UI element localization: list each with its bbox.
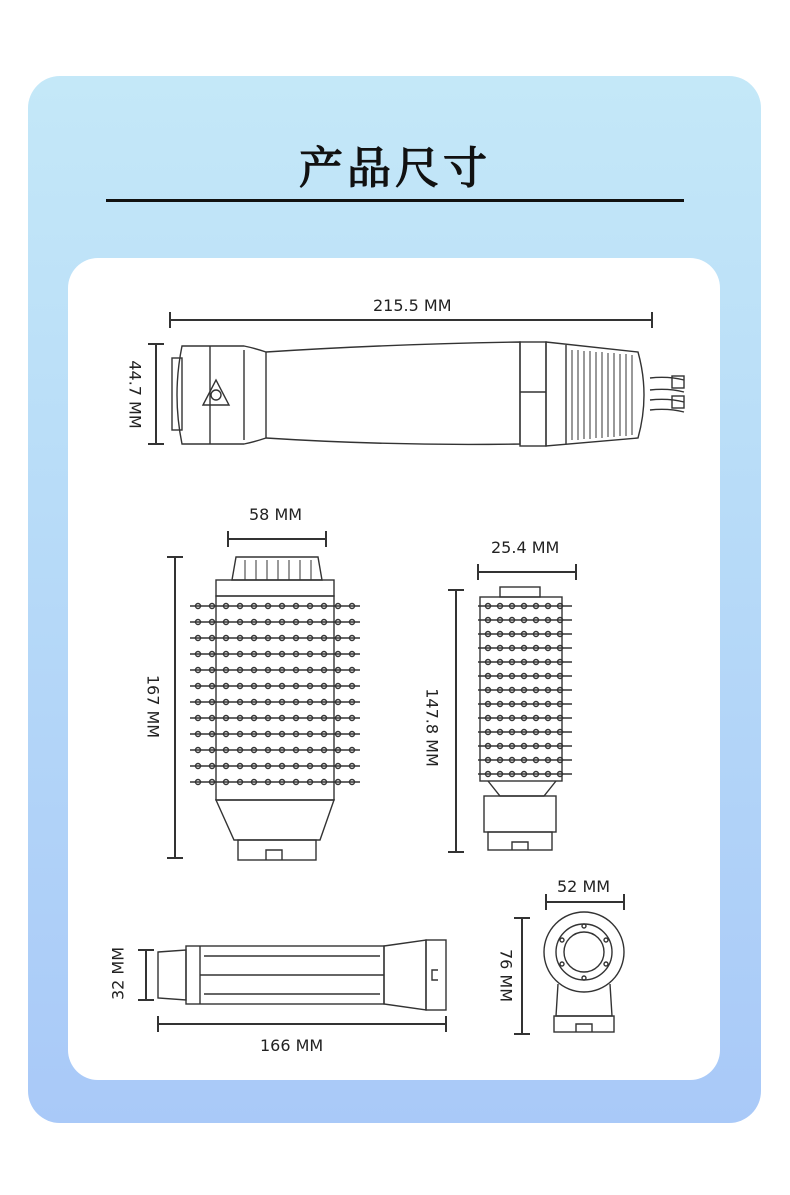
dim-line-round-length	[167, 557, 183, 858]
page-title: 产品尺寸	[299, 143, 491, 194]
dim-line-nozzle-height	[138, 950, 154, 1000]
label-round-length: 167 MM	[143, 674, 163, 739]
end-view-drawing	[544, 912, 624, 1032]
dim-line-thin-length	[448, 590, 464, 852]
dim-line-round-width	[228, 531, 326, 547]
dim-line-end-width	[546, 894, 624, 910]
label-nozzle-length: 166 MM	[260, 1036, 324, 1055]
label-top-height: 44.7 MM	[125, 360, 145, 429]
dim-line-thin-width	[478, 564, 576, 580]
label-end-height: 76 MM	[496, 948, 516, 1003]
label-top-length: 215.5 MM	[373, 296, 452, 315]
round-brush-drawing	[190, 557, 360, 860]
label-end-width: 52 MM	[557, 877, 611, 896]
label-thin-width: 25.4 MM	[491, 538, 560, 557]
thin-brush-drawing	[478, 587, 572, 850]
label-nozzle-height: 32 MM	[108, 946, 128, 1001]
label-round-width: 58 MM	[249, 505, 303, 524]
nozzle-drawing	[158, 940, 446, 1010]
dim-line-top-height	[148, 344, 164, 444]
dim-line-nozzle-length	[158, 1016, 446, 1032]
dim-line-end-height	[514, 918, 530, 1034]
label-thin-length: 147.8 MM	[422, 688, 442, 767]
main-body-drawing	[172, 342, 684, 446]
